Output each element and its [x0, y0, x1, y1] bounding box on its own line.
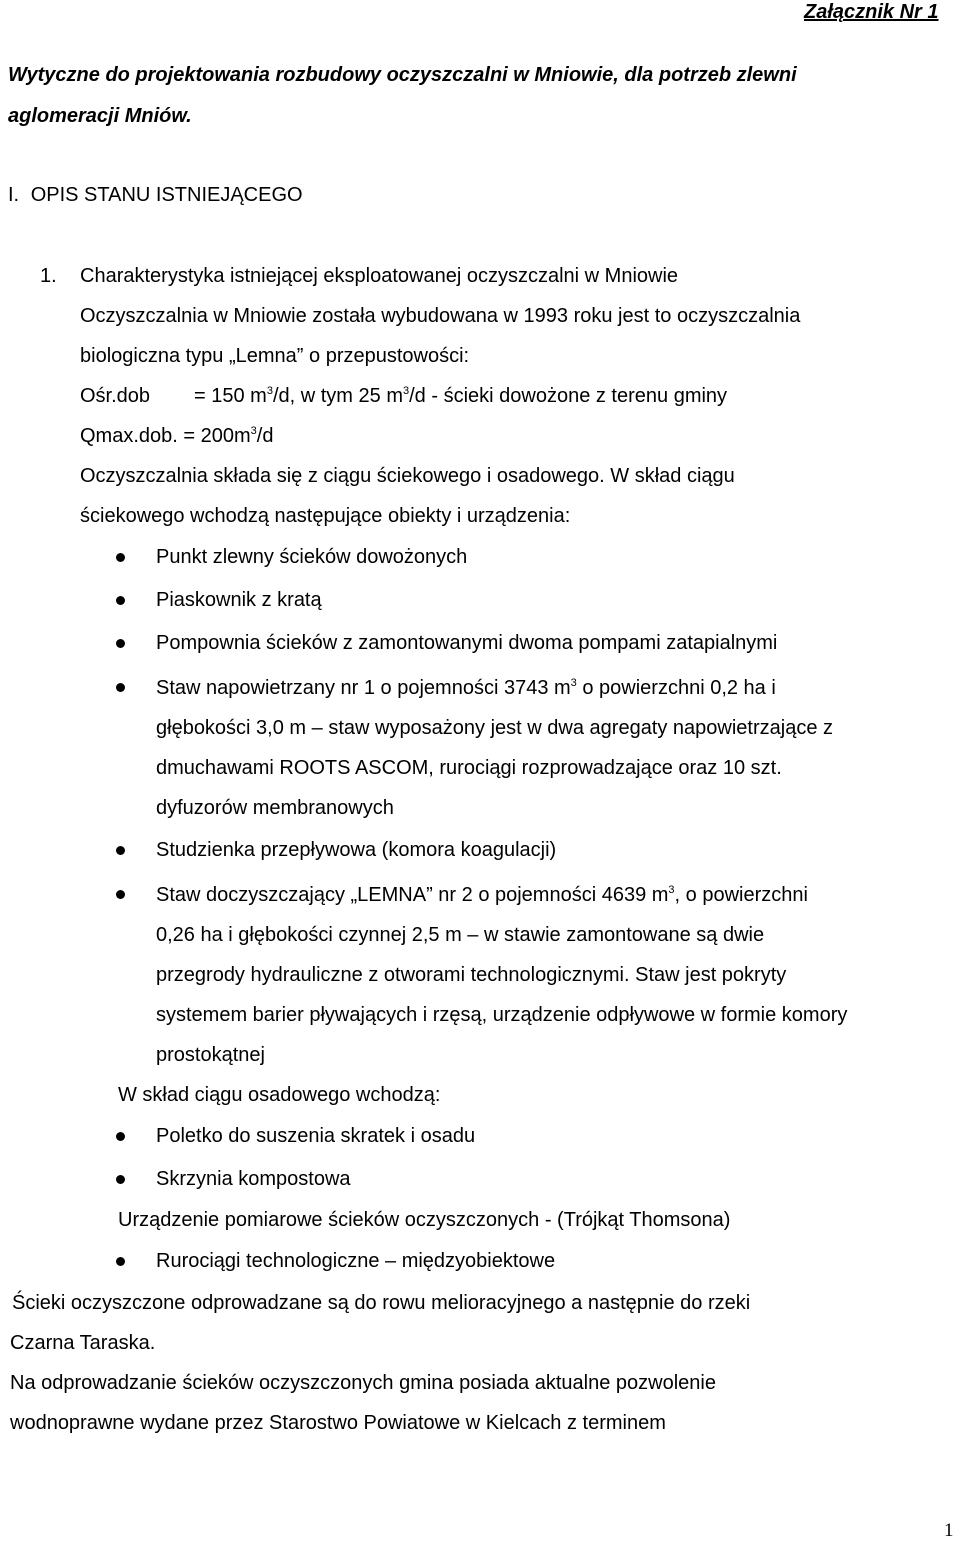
- avg-flow-value: = 150 $m^3/d$, w tym 25 $m^3/d$ - ścieki dowożone z terenu gminy: [194, 385, 728, 407]
- sludge-heading: W skład ciągu osadowego wchodzą:: [118, 1084, 441, 1106]
- bullet-icon: [116, 1132, 125, 1141]
- sewage-item-lemna-pond-line1: Staw doczyszczający „LEMNA” nr 2 o pojemności 4639 $m^3$, o powierzchni: [156, 884, 808, 906]
- bullet-icon: [116, 1257, 125, 1266]
- composition-line1: Oczyszczalnia składa się z ciągu ściekowego i osadowego. W skład ciągu: [80, 465, 735, 487]
- intro-line1: Oczyszczalnia w Mniowie została wybudowana w 1993 roku jest to oczyszczalnia: [80, 305, 801, 327]
- document-title-line1: Wytyczne do projektowania rozbudowy oczyszczalni w Mniowie, dla potrzeb zlewni: [8, 64, 797, 86]
- sewage-item-pump-station: Pompownia ścieków z zamontowanymi dwoma pompami zatapialnymi: [156, 632, 778, 654]
- bullet-icon: [116, 639, 125, 648]
- sludge-item-compost-box: Skrzynia kompostowa: [156, 1168, 351, 1190]
- composition-line2: ściekowego wchodzą następujące obiekty i urządzenia:: [80, 505, 571, 527]
- sewage-item-lemna-pond-line2: 0,26 ha i głębokości czynnej 2,5 m – w stawie zamontowane są dwie: [156, 924, 765, 946]
- discharge-line1: Ścieki oczyszczone odprowadzane są do rowu melioracyjnego a następnie do rzeki: [12, 1292, 751, 1314]
- section-number: I.: [8, 184, 20, 206]
- bullet-icon: [116, 553, 125, 562]
- annex-label: Załącznik Nr 1: [804, 1, 939, 23]
- sludge-item-drying-bed: Poletko do suszenia skratek i osadu: [156, 1125, 476, 1147]
- page-number: 1: [944, 1520, 954, 1541]
- bullet-icon: [116, 596, 125, 605]
- section-heading: [8, 183, 303, 207]
- bullet-icon: [116, 846, 125, 855]
- sewage-item-dump-point: Punkt zlewny ścieków dowożonych: [156, 546, 468, 568]
- measurement-device: Urządzenie pomiarowe ścieków oczyszczonych - (Trójkąt Thomsona): [118, 1209, 731, 1231]
- discharge-line2: Czarna Taraska.: [10, 1332, 156, 1354]
- technological-pipes: Rurociągi technologiczne – międzyobiektowe: [156, 1250, 556, 1272]
- sewage-item-aerated-pond-line2: głębokości 3,0 m – staw wyposażony jest w dwa agregaty napowietrzające z: [156, 717, 834, 739]
- subsection-number: 1.: [40, 265, 57, 287]
- sewage-item-aerated-pond-line4: dyfuzorów membranowych: [156, 797, 394, 819]
- bullet-icon: [116, 890, 125, 899]
- sewage-item-flow-well: Studzienka przepływowa (komora koagulacji): [156, 839, 557, 861]
- permit-line1: Na odprowadzanie ścieków oczyszczonych gmina posiada aktualne pozwolenie: [10, 1372, 716, 1394]
- avg-flow-label: Ośr.dob: [80, 385, 151, 407]
- sewage-item-lemna-pond-line4: systemem barier pływających i rzęsą, urządzenie odpływowe w formie komory: [156, 1004, 848, 1026]
- sewage-item-aerated-pond-line1: Staw napowietrzany nr 1 o pojemności 3743 $m^3$ o powierzchni 0,2 ha i: [156, 677, 776, 699]
- intro-line2: biologiczna typu „Lemna” o przepustowości:: [80, 345, 470, 367]
- sewage-item-lemna-pond-line3: przegrody hydrauliczne z otworami technologicznymi. Staw jest pokryty: [156, 964, 787, 986]
- bullet-icon: [116, 1175, 125, 1184]
- sewage-item-aerated-pond-line3: dmuchawami ROOTS ASCOM, rurociągi rozprowadzające oraz 10 szt.: [156, 757, 782, 779]
- permit-line2: wodnoprawne wydane przez Starostwo Powiatowe w Kielcach z terminem: [10, 1412, 666, 1434]
- section-title: OPIS STANU ISTNIEJĄCEGO: [30, 184, 303, 206]
- sewage-item-lemna-pond-line5: prostokątnej: [156, 1044, 265, 1066]
- max-flow: Qmax.dob. = $200m^3/d$: [80, 425, 274, 447]
- document-title-line2: aglomeracji Mniów.: [8, 105, 192, 127]
- sewage-item-grit-chamber: Piaskownik z kratą: [156, 589, 322, 611]
- subsection-title: Charakterystyka istniejącej eksploatowanej oczyszczalni w Mniowie: [80, 265, 679, 287]
- bullet-icon: [116, 683, 125, 692]
